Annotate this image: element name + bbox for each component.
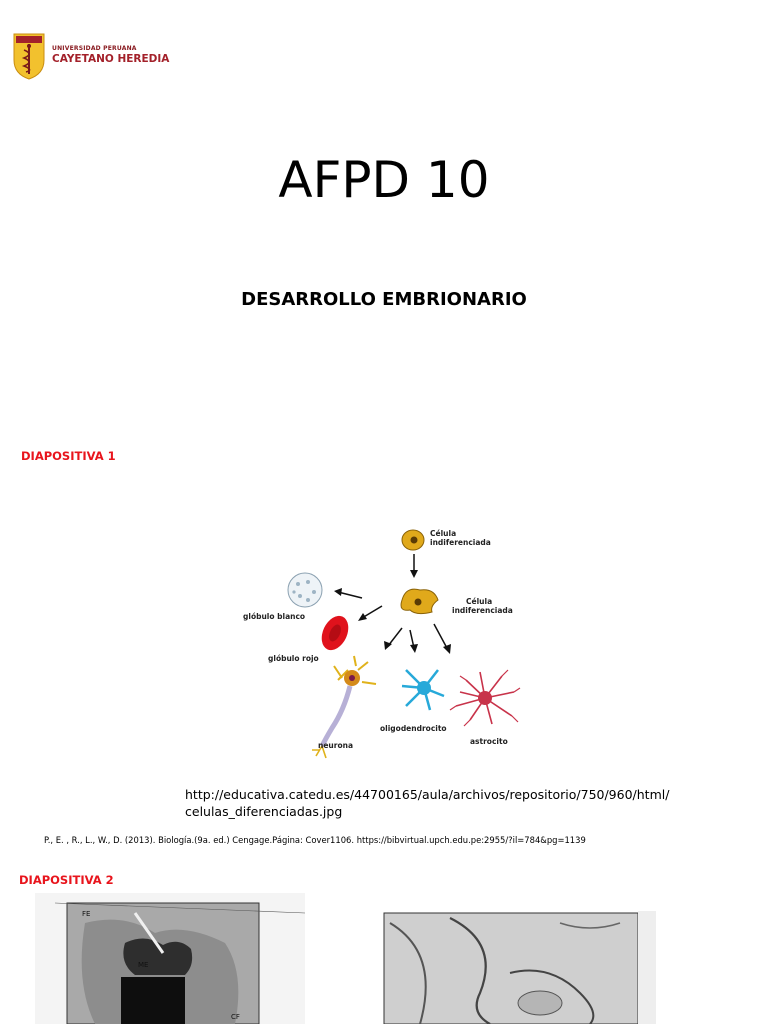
page-subtitle: DESARROLLO EMBRIONARIO bbox=[241, 289, 527, 310]
micro-fe-label: FE bbox=[82, 910, 91, 918]
neuron-label: neurona bbox=[318, 741, 354, 750]
red-cell-label: glóbulo rojo bbox=[268, 654, 319, 663]
oligodendrocyte-icon bbox=[402, 670, 444, 710]
diff-cell-label-2: indiferenciada bbox=[452, 606, 513, 615]
image-source-url bbox=[185, 786, 669, 820]
micrograph-2-image bbox=[360, 893, 670, 1024]
page-title: AFPD 10 bbox=[278, 151, 490, 209]
astro-label: astrocito bbox=[470, 737, 508, 746]
url-line-2: celulas_diferenciadas.jpg bbox=[185, 804, 343, 819]
micro-me-label: ME bbox=[138, 961, 149, 969]
logo-line-2: CAYETANO HEREDIA bbox=[52, 53, 170, 65]
undifferentiated-cell-icon bbox=[402, 530, 424, 550]
url-line-1: http://educativa.catedu.es/44700165/aula/archivos/repositorio/750/960/html/ bbox=[185, 787, 670, 802]
logo-line-1: UNIVERSIDAD PERUANA bbox=[52, 45, 137, 52]
astrocyte-icon bbox=[450, 670, 520, 726]
university-logo bbox=[12, 32, 170, 82]
micrograph-1-image bbox=[35, 893, 305, 1024]
undiff-cell-label-1: Célula bbox=[430, 529, 457, 538]
slide-2-label: DIAPOSITIVA 2 bbox=[19, 873, 114, 887]
university-crest-icon bbox=[12, 32, 46, 80]
red-blood-cell-icon bbox=[317, 612, 354, 655]
micro-cf-label: CF bbox=[231, 1013, 240, 1021]
diff-cell-label-1: Célula bbox=[466, 597, 493, 606]
white-cell-label: glóbulo blanco bbox=[243, 612, 306, 621]
white-blood-cell-icon bbox=[288, 573, 322, 607]
oligo-label: oligodendrocito bbox=[380, 724, 447, 733]
differentiated-cell-icon bbox=[401, 589, 438, 613]
cell-differentiation-figure bbox=[230, 520, 550, 770]
undiff-cell-label-2: indiferenciada bbox=[430, 538, 491, 547]
slide-1-label: DIAPOSITIVA 1 bbox=[21, 449, 116, 463]
bibliographic-citation: P., E. , R., L., W., D. (2013). Biología.(9a. ed.) Cengage.Página: Cover1106. https://bibvirtual.upch.edu.pe:2955/?il=784&pg=1139 bbox=[44, 835, 586, 845]
